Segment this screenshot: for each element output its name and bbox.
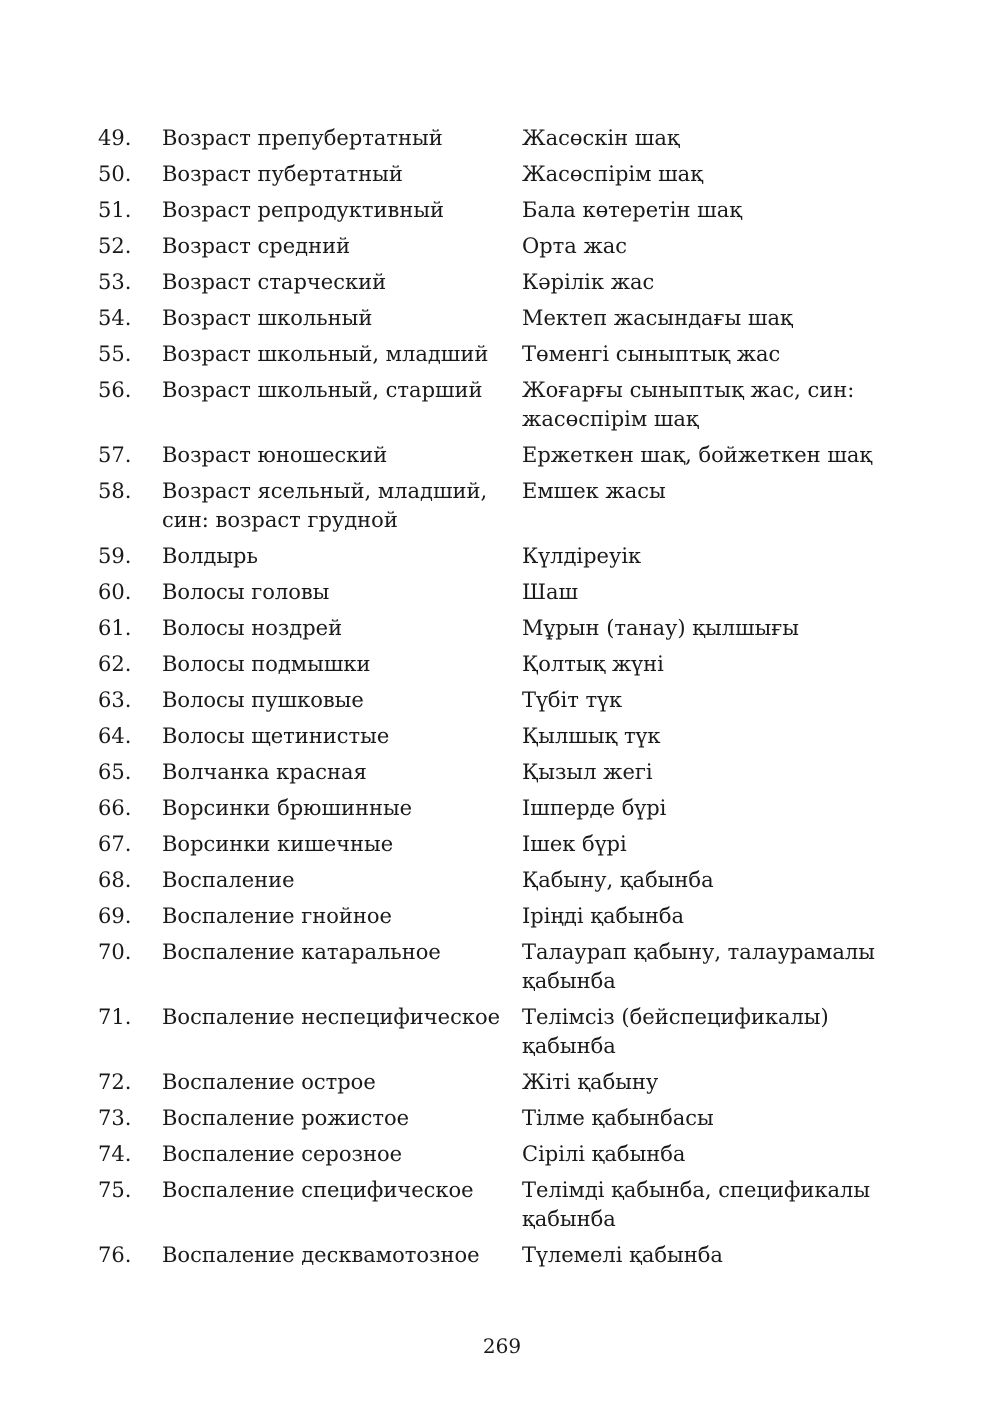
kazakh-term: Жасөспірім шақ bbox=[522, 161, 703, 186]
russian-term: Волдырь bbox=[162, 543, 258, 568]
entry-number: 67. bbox=[98, 831, 132, 856]
entry-number: 73. bbox=[98, 1105, 132, 1130]
glossary-entry bbox=[98, 192, 898, 228]
entry-number: 68. bbox=[98, 867, 132, 892]
entry-number: 58. bbox=[98, 478, 132, 503]
glossary-entry bbox=[98, 336, 898, 372]
russian-term: Воспаление острое bbox=[162, 1069, 376, 1094]
entry-number: 52. bbox=[98, 233, 132, 258]
kazakh-term: Жіті қабыну bbox=[522, 1069, 659, 1094]
russian-term: Воспаление bbox=[162, 867, 295, 892]
russian-term: Ворсинки кишечные bbox=[162, 831, 394, 856]
glossary-entry bbox=[98, 473, 898, 538]
kazakh-term: Емшек жасы bbox=[522, 478, 666, 503]
entry-number: 70. bbox=[98, 939, 132, 964]
glossary-entry bbox=[98, 790, 898, 826]
kazakh-term: Түлемелі қабынба bbox=[522, 1242, 723, 1267]
entry-number: 60. bbox=[98, 579, 132, 604]
entry-number: 54. bbox=[98, 305, 132, 330]
russian-term: Возраст препубертатный bbox=[162, 125, 443, 150]
russian-term: Возраст школьный, младший bbox=[162, 341, 489, 366]
kazakh-term: Мектеп жасындағы шақ bbox=[522, 305, 793, 330]
glossary-entry bbox=[98, 862, 898, 898]
kazakh-term: Жоғарғы сыныптық жас, син: жасөспірім шақ bbox=[522, 377, 855, 431]
russian-term: Воспаление катаральное bbox=[162, 939, 441, 964]
russian-term: Возраст пубертатный bbox=[162, 161, 403, 186]
glossary-entry bbox=[98, 898, 898, 934]
glossary-entry bbox=[98, 156, 898, 192]
kazakh-term: Күлдіреуік bbox=[522, 543, 642, 568]
russian-term: Воспаление неспецифическое bbox=[162, 1004, 501, 1029]
entry-number: 69. bbox=[98, 903, 132, 928]
russian-term: Возраст ясельный, младший, син: возраст грудной bbox=[162, 478, 488, 532]
glossary-entry bbox=[98, 1064, 898, 1100]
glossary-entry bbox=[98, 120, 898, 156]
kazakh-term: Сірілі қабынба bbox=[522, 1141, 686, 1166]
glossary-entry bbox=[98, 1237, 898, 1273]
kazakh-term: Мұрын (танау) қылшығы bbox=[522, 615, 799, 640]
entry-number: 49. bbox=[98, 125, 132, 150]
glossary-entry bbox=[98, 934, 898, 999]
entry-number: 66. bbox=[98, 795, 132, 820]
glossary-entry bbox=[98, 646, 898, 682]
kazakh-term: Жасөскін шақ bbox=[522, 125, 680, 150]
entry-number: 51. bbox=[98, 197, 132, 222]
kazakh-term: Қабыну, қабынба bbox=[522, 867, 714, 892]
russian-term: Воспаление рожистое bbox=[162, 1105, 410, 1130]
russian-term: Возраст репродуктивный bbox=[162, 197, 445, 222]
glossary-entry bbox=[98, 754, 898, 790]
kazakh-term: Шаш bbox=[522, 579, 579, 604]
kazakh-term: Бала көтеретін шақ bbox=[522, 197, 742, 222]
glossary-entry bbox=[98, 826, 898, 862]
russian-term: Волосы ноздрей bbox=[162, 615, 343, 640]
kazakh-term: Телімсіз (бейспецификалы) қабынба bbox=[522, 1004, 829, 1058]
kazakh-term: Ішперде бүрі bbox=[522, 795, 667, 820]
entry-number: 71. bbox=[98, 1004, 132, 1029]
russian-term: Возраст школьный bbox=[162, 305, 373, 330]
entry-number: 72. bbox=[98, 1069, 132, 1094]
entry-number: 63. bbox=[98, 687, 132, 712]
kazakh-term: Қызыл жегі bbox=[522, 759, 653, 784]
russian-term: Возраст средний bbox=[162, 233, 351, 258]
kazakh-term: Төменгі сыныптық жас bbox=[522, 341, 781, 366]
glossary-entry bbox=[98, 437, 898, 473]
glossary-entry bbox=[98, 1100, 898, 1136]
entry-number: 50. bbox=[98, 161, 132, 186]
entry-number: 53. bbox=[98, 269, 132, 294]
entry-number: 61. bbox=[98, 615, 132, 640]
kazakh-term: Телімді қабынба, спецификалы қабынба bbox=[522, 1177, 871, 1231]
page-number: 269 bbox=[482, 1334, 522, 1358]
russian-term: Волчанка красная bbox=[162, 759, 367, 784]
glossary-entry bbox=[98, 1172, 898, 1237]
kazakh-term: Тілме қабынбасы bbox=[522, 1105, 714, 1130]
kazakh-term: Түбіт түк bbox=[522, 687, 623, 712]
kazakh-term: Талаурап қабыну, талаурамалы қабынба bbox=[522, 939, 875, 993]
entry-number: 59. bbox=[98, 543, 132, 568]
russian-term: Воспаление серозное bbox=[162, 1141, 403, 1166]
russian-term: Возраст школьный, старший bbox=[162, 377, 483, 402]
russian-term: Воспаление специфическое bbox=[162, 1177, 474, 1202]
russian-term: Воспаление десквамотозное bbox=[162, 1242, 480, 1267]
entry-number: 74. bbox=[98, 1141, 132, 1166]
entry-number: 55. bbox=[98, 341, 132, 366]
glossary-list bbox=[98, 120, 898, 1273]
entry-number: 64. bbox=[98, 723, 132, 748]
glossary-entry bbox=[98, 372, 898, 437]
glossary-entry bbox=[98, 682, 898, 718]
entry-number: 76. bbox=[98, 1242, 132, 1267]
entry-number: 56. bbox=[98, 377, 132, 402]
glossary-entry bbox=[98, 264, 898, 300]
entry-number: 75. bbox=[98, 1177, 132, 1202]
glossary-entry bbox=[98, 300, 898, 336]
russian-term: Волосы пушковые bbox=[162, 687, 364, 712]
glossary-entry bbox=[98, 538, 898, 574]
kazakh-term: Қолтық жүні bbox=[522, 651, 664, 676]
kazakh-term: Ішек бүрі bbox=[522, 831, 627, 856]
glossary-entry bbox=[98, 610, 898, 646]
russian-term: Волосы щетинистые bbox=[162, 723, 390, 748]
russian-term: Волосы головы bbox=[162, 579, 330, 604]
russian-term: Ворсинки брюшинные bbox=[162, 795, 413, 820]
kazakh-term: Іріңді қабынба bbox=[522, 903, 685, 928]
russian-term: Возраст юношеский bbox=[162, 442, 388, 467]
glossary-entry bbox=[98, 574, 898, 610]
kazakh-term: Ержеткен шақ, бойжеткен шақ bbox=[522, 442, 873, 467]
russian-term: Возраст старческий bbox=[162, 269, 387, 294]
kazakh-term: Қылшық түк bbox=[522, 723, 661, 748]
entry-number: 57. bbox=[98, 442, 132, 467]
kazakh-term: Орта жас bbox=[522, 233, 628, 258]
russian-term: Волосы подмышки bbox=[162, 651, 371, 676]
glossary-entry bbox=[98, 228, 898, 264]
glossary-entry bbox=[98, 1136, 898, 1172]
kazakh-term: Кәрілік жас bbox=[522, 269, 655, 294]
glossary-entry bbox=[98, 999, 898, 1064]
glossary-entry bbox=[98, 718, 898, 754]
entry-number: 65. bbox=[98, 759, 132, 784]
entry-number: 62. bbox=[98, 651, 132, 676]
russian-term: Воспаление гнойное bbox=[162, 903, 392, 928]
